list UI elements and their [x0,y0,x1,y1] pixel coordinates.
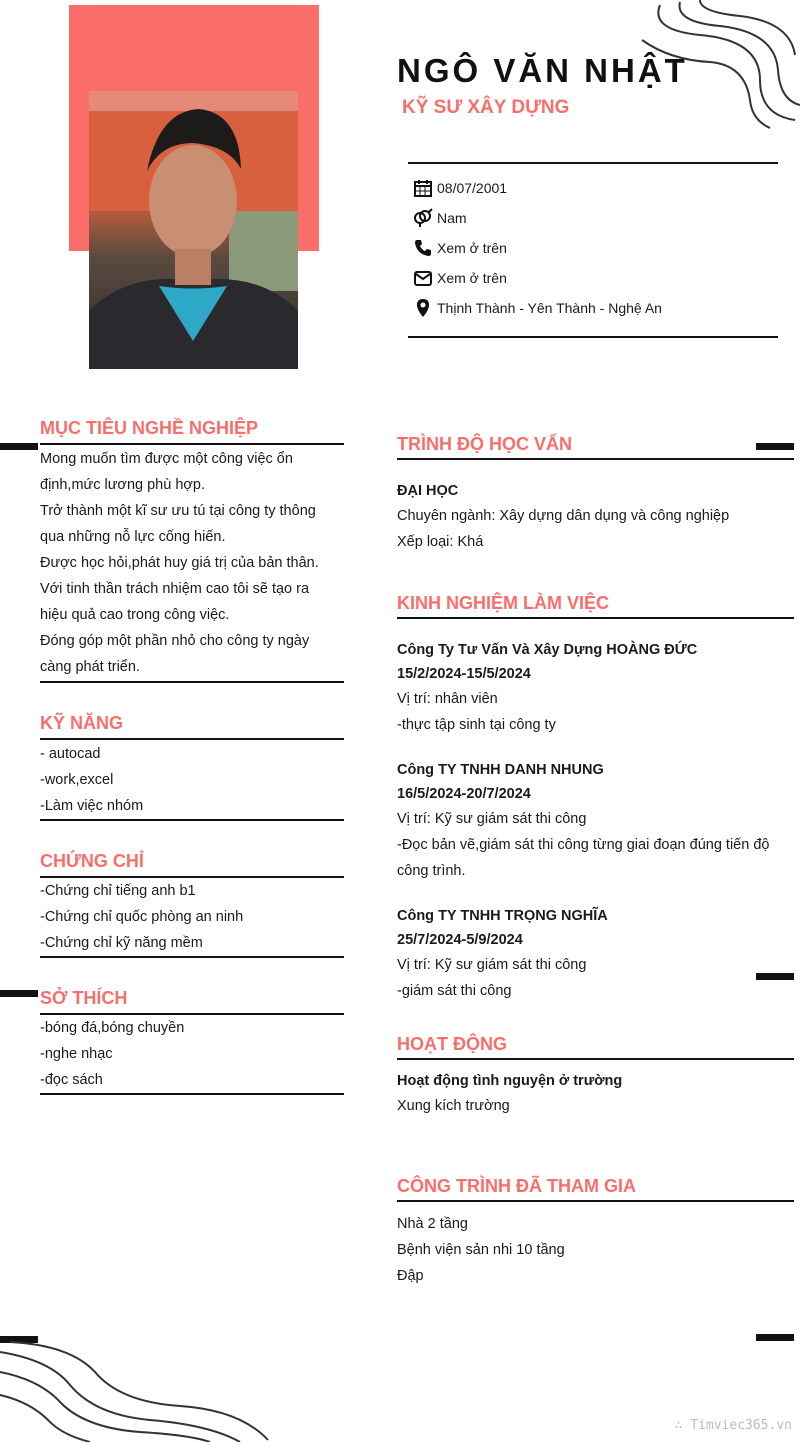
side-dash [756,443,794,450]
hobby-item: -nghe nhạc [40,1046,113,1062]
activity-detail: Xung kích trường [397,1098,510,1114]
profile-photo [89,91,298,369]
skills-title: KỸ NĂNG [40,713,124,733]
calendar-icon [413,178,433,198]
portrait-illustration [89,91,298,369]
email-icon [413,268,433,288]
certificate-item: -Chứng chỉ kỹ năng mềm [40,935,203,951]
hobbies-bottom-rule [40,1093,344,1095]
objective-line: càng phát triển. [40,659,140,675]
objective-line: Trở thành một kĩ sư ưu tú tại công ty thông [40,503,316,519]
project-item: Nhà 2 tầng [397,1216,468,1232]
job-company: Công TY TNHH DANH NHUNG [397,762,604,778]
job-period: 15/2/2024-15/5/2024 [397,666,531,682]
job-period: 25/7/2024-5/9/2024 [397,932,523,948]
side-dash [0,443,38,450]
skill-item: - autocad [40,746,101,762]
job-company: Công TY TNHH TRỌNG NGHĨA [397,908,608,924]
objective-title: MỤC TIÊU NGHỀ NGHIỆP [40,418,259,438]
certificates-title: CHỨNG CHỈ [40,851,144,871]
personal-info [408,162,778,338]
objective-line: định,mức lương phù hợp. [40,477,205,493]
job-desc: -giám sát thi công [397,983,512,999]
job-period: 16/5/2024-20/7/2024 [397,786,531,802]
job-position: Vị trí: Kỹ sư giám sát thi công [397,957,587,973]
gender-value: Nam [437,210,467,226]
skills-bottom-rule [40,819,344,821]
hobby-item: -bóng đá,bóng chuyền [40,1020,185,1036]
email-value: Xem ở trên [437,270,507,286]
project-item: Bệnh viện sản nhi 10 tầng [397,1242,565,1258]
education-grade: Xếp loại: Khá [397,534,484,550]
certificates-rule [40,876,344,878]
birthday-row [413,177,507,199]
objective-line: Đóng góp một phần nhỏ cho công ty ngày [40,633,310,649]
hobbies-rule [40,1013,344,1015]
job-desc: công trình. [397,863,466,879]
objective-line: qua những nỗ lực cống hiến. [40,529,226,545]
certificate-item: -Chứng chỉ tiếng anh b1 [40,883,196,899]
gender-row [413,207,467,229]
skill-item: -Làm việc nhóm [40,798,144,814]
job-position: Vị trí: nhân viên [397,691,498,707]
phone-icon [413,238,433,258]
education-rule [397,458,794,460]
certificate-item: -Chứng chỉ quốc phòng an ninh [40,909,244,925]
address-row [413,297,662,319]
job-desc: -Đọc bản vẽ,giám sát thi công từng giai đoạn đúng tiến độ [397,837,770,853]
hobbies-title: SỞ THÍCH [40,988,128,1008]
job-desc: -thực tập sinh tại công ty [397,717,556,733]
experience-rule [397,617,794,619]
side-dash [0,990,38,997]
gender-icon [413,208,433,228]
skills-rule [40,738,344,740]
education-level: ĐẠI HỌC [397,483,459,499]
objective-rule [40,443,344,445]
objective-line: Mong muốn tìm được một công việc ổn [40,451,293,467]
objective-line: Được học hỏi,phát huy giá trị của bản thân. [40,555,319,571]
phone-value: Xem ở trên [437,240,507,256]
activity-name: Hoạt động tình nguyện ở trường [397,1073,623,1089]
watermark: ∴ Timviec365.vn [674,1418,792,1433]
education-title: TRÌNH ĐỘ HỌC VẤN [397,434,572,454]
phone-row [413,237,507,259]
objective-line: Với tinh thần trách nhiệm cao tôi sẽ tạo ra [40,581,310,597]
email-row [413,267,507,289]
projects-title: CÔNG TRÌNH ĐÃ THAM GIA [397,1176,636,1196]
projects-rule [397,1200,794,1202]
objective-line: hiệu quả cao trong công việc. [40,607,230,623]
candidate-name: NGÔ VĂN NHẬT [397,52,688,89]
job-position: Vị trí: Kỹ sư giám sát thi công [397,811,587,827]
side-dash [756,1334,794,1341]
birthday-value: 08/07/2001 [437,180,508,196]
certificates-bottom-rule [40,956,344,958]
education-major: Chuyên ngành: Xây dựng dân dụng và công nghiệp [397,508,730,524]
address-value: Thịnh Thành - Yên Thành - Nghệ An [437,300,662,316]
candidate-role: KỸ SƯ XÂY DỰNG [402,97,570,118]
location-icon [413,298,433,318]
experience-title: KINH NGHIỆM LÀM VIỆC [397,593,610,613]
objective-bottom-rule [40,681,344,683]
wave-decoration-top [640,0,800,130]
side-dash [756,973,794,980]
job-company: Công Ty Tư Vấn Và Xây Dựng HOÀNG ĐỨC [397,642,698,658]
hobby-item: -đọc sách [40,1072,103,1088]
project-item: Đập [397,1268,424,1284]
activities-rule [397,1058,794,1060]
skill-item: -work,excel [40,772,114,788]
activities-title: HOẠT ĐỘNG [397,1034,507,1054]
wave-decoration-bottom [0,1340,280,1442]
